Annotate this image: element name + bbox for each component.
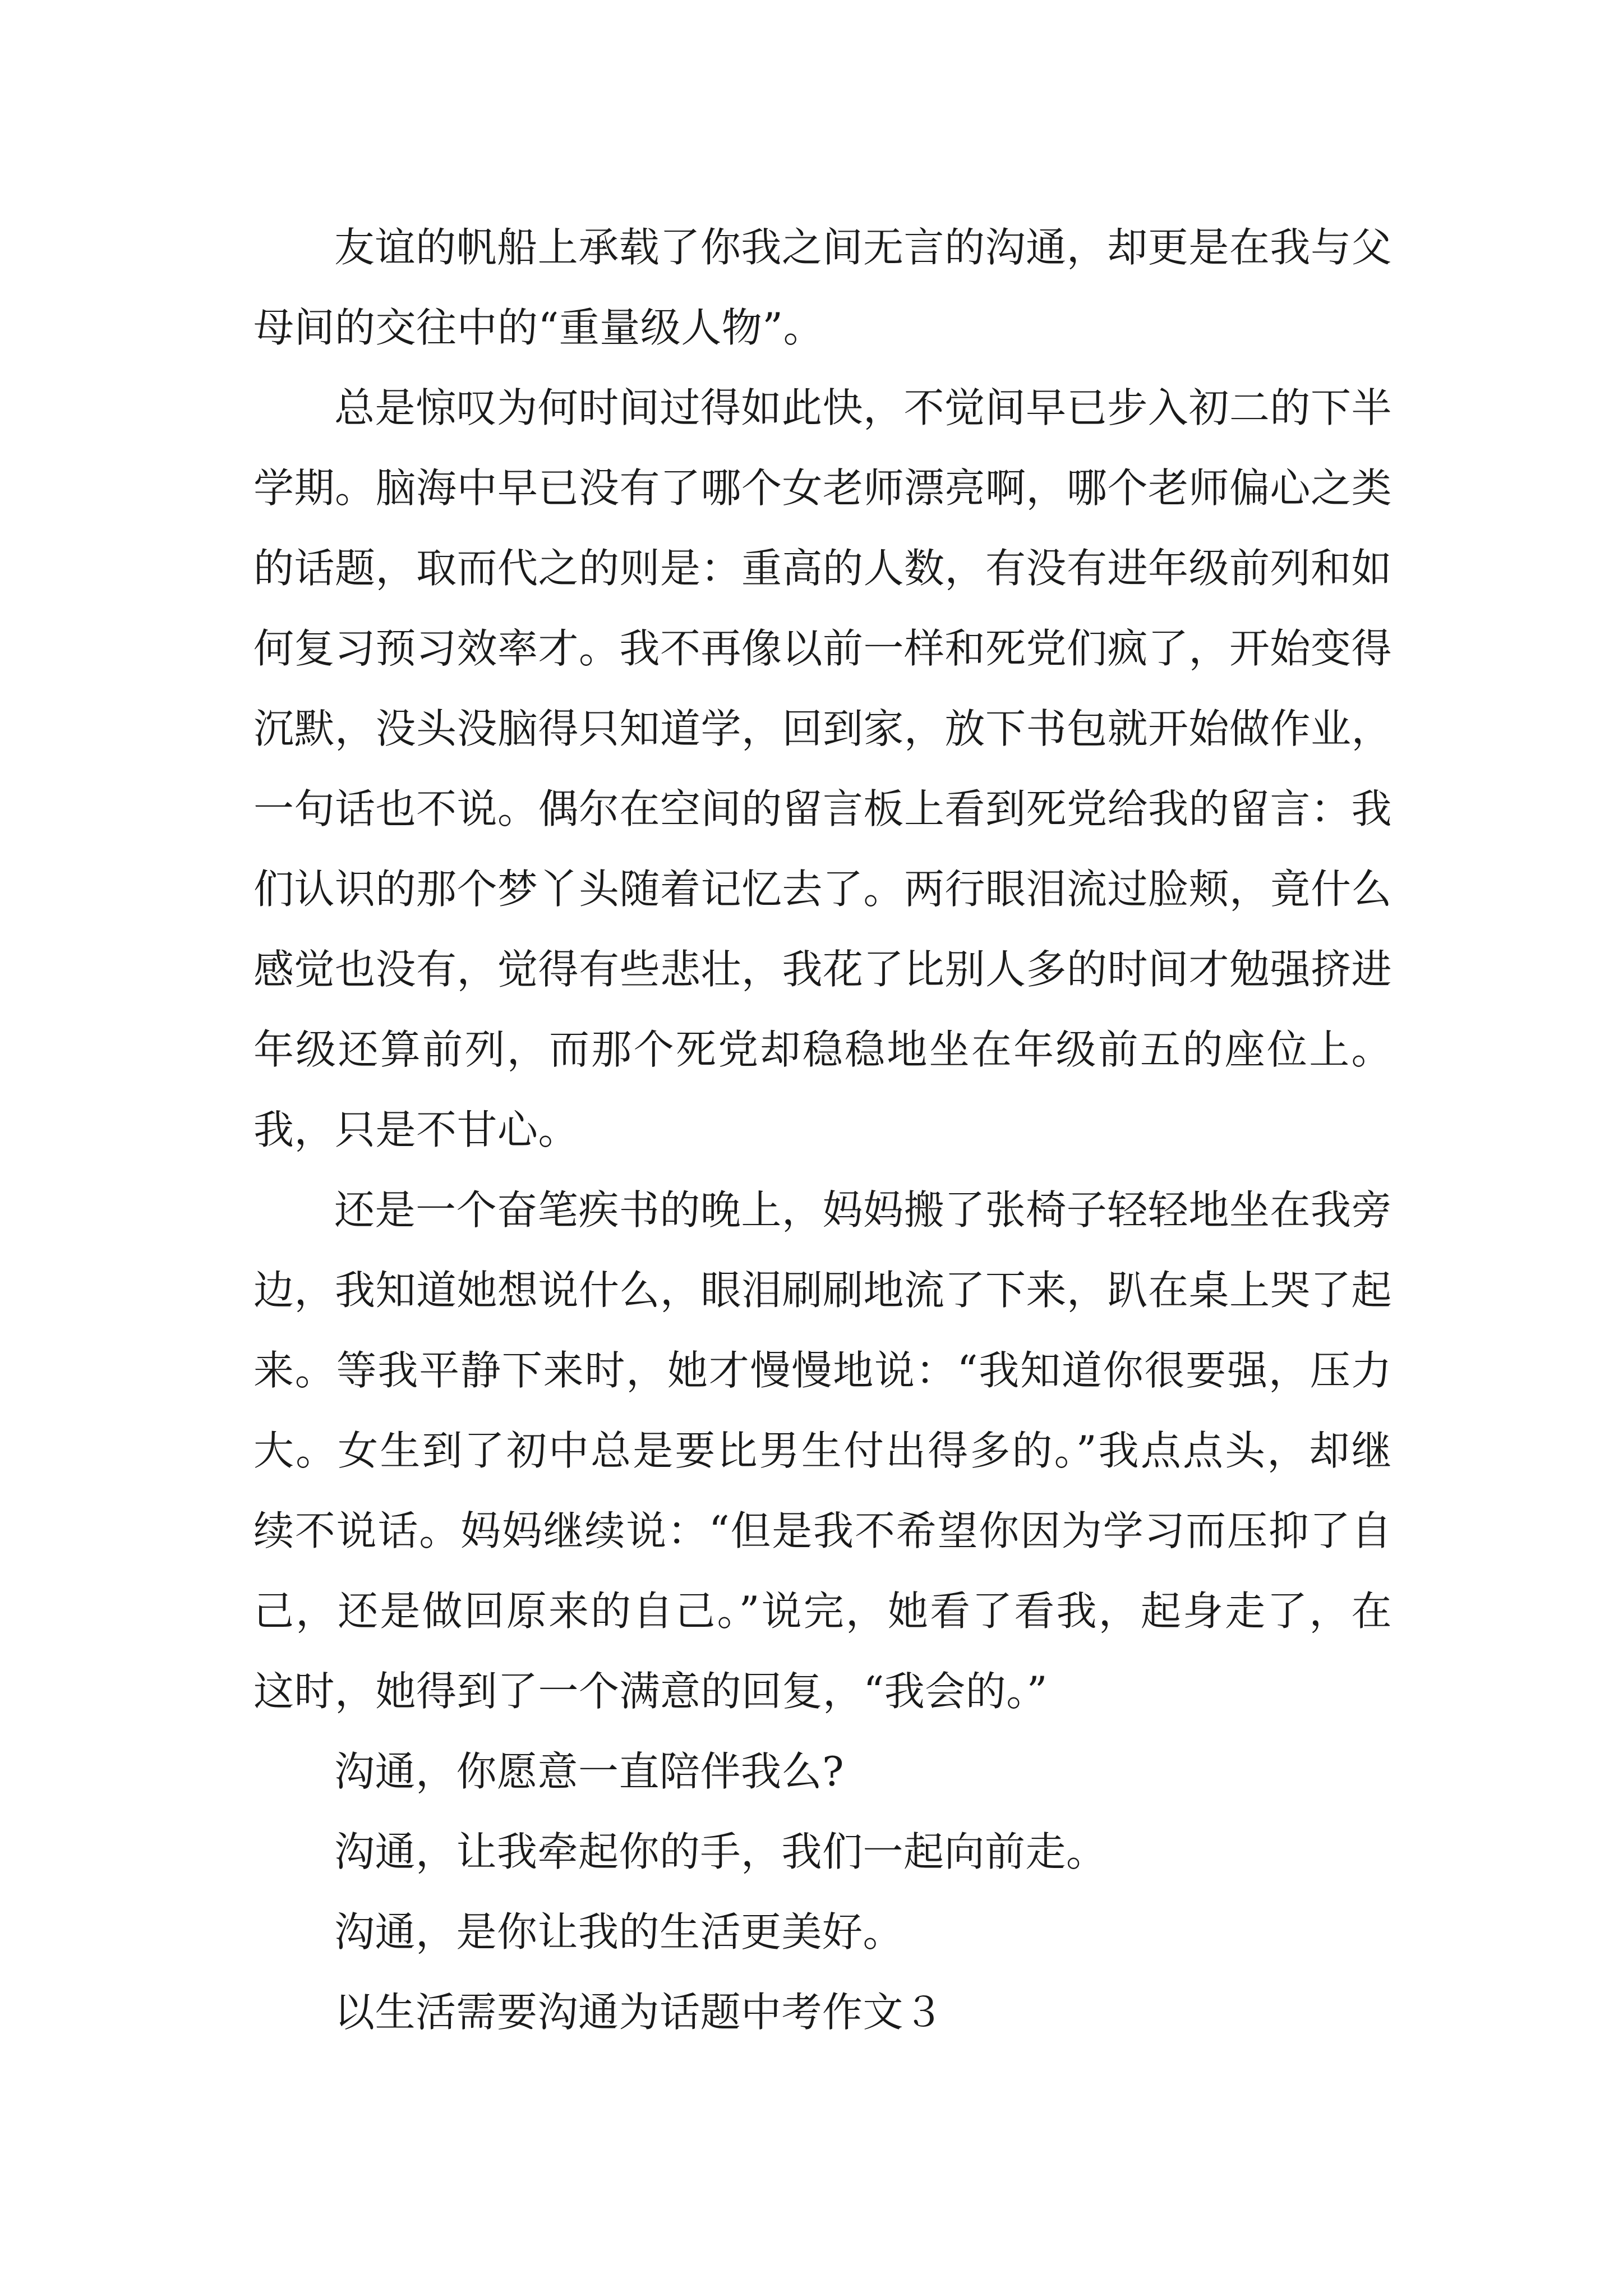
short-line: 沟通，让我牵起你的手，我们一起向前走。 — [334, 1828, 1107, 1875]
paragraph: 还是一个奋笔疾书的晚上，妈妈搬了张椅子轻轻地坐在我旁边，我知道她想说什么，眼泪刷刷地流了下来，趴在桌上哭了起来。等我平静下来时，她才慢慢地说：“我知道你很要强，压力大。女生到了初中总是要比男生付出得多的。”我点点头，却继续不说话。妈妈继续说：“但是我不希望你因为学习而压抑了自己，还是做回原来的自己。”说完，她看了看我，起身走了，在这时，她得到了一个满意的回复，“我会的。” — [253, 1186, 1393, 1715]
paragraph: 友谊的帆船上承载了你我之间无言的沟通，却更是在我与父母间的交往中的“重量级人物”。 — [253, 224, 1392, 351]
section-heading: 以生活需要沟通为话题中考作文３ — [334, 1989, 944, 2036]
essay-body — [253, 208, 1392, 2053]
short-line: 沟通，你愿意一直陪伴我么? — [334, 1748, 845, 1795]
short-line: 沟通，是你让我的生活更美好。 — [334, 1908, 904, 1955]
paragraph: 总是惊叹为何时间过得如此快，不觉间早已步入初二的下半学期。脑海中早已没有了哪个女老师漂亮啊，哪个老师偏心之类的话题，取而代之的则是：重高的人数，有没有进年级前列和如何复习预习效率才。我不再像以前一样和死党们疯了，开始变得沉默，没头没脑得只知道学，回到家，放下书包就开始做作业，一句话也不说。偶尔在空间的留言板上看到死党给我的留言：我们认识的那个梦丫头随着记忆去了。两行眼泪流过脸颊，竟什么感觉也没有，觉得有些悲壮，我花了比别人多的时间才勉强挤进年级还算前列，而那个死党却稳稳地坐在年级前五的座位上。我，只是不甘心。 — [253, 384, 1393, 1153]
